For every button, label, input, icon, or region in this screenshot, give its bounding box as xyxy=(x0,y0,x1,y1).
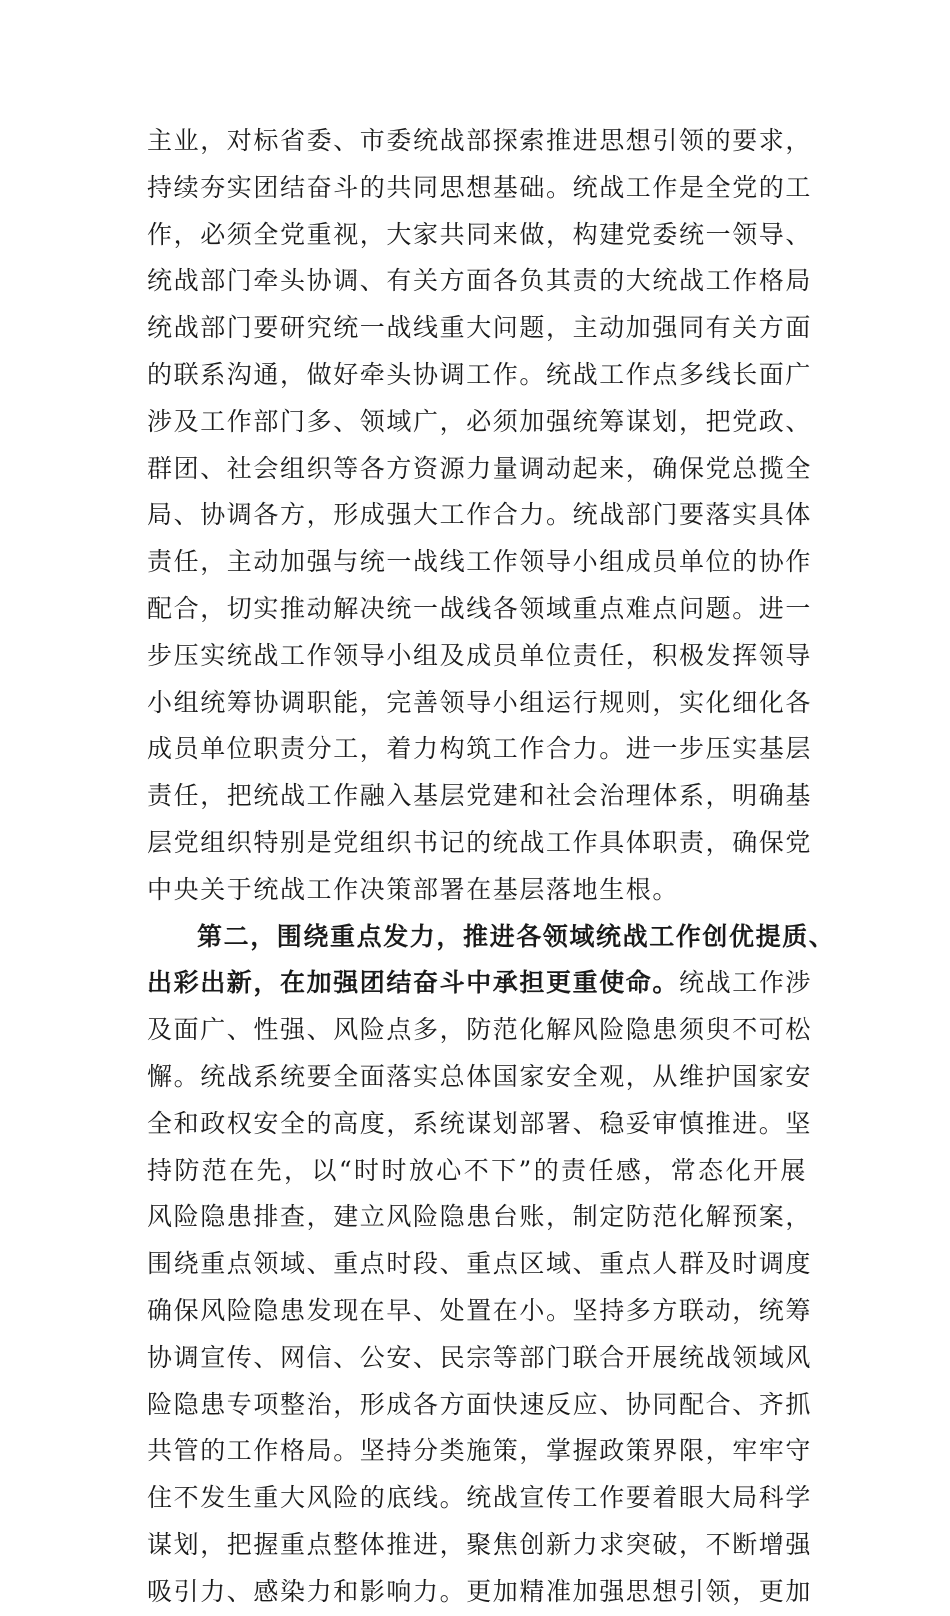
text-line: 协调宣传、网信、公安、民宗等部门联合开展统战领域风 xyxy=(147,1342,813,1372)
text-line: 作，必须全党重视，大家共同来做，构建党委统一领导、 xyxy=(147,219,813,249)
text-line: 责任，把统战工作融入基层党建和社会治理体系，明确基 xyxy=(147,781,813,811)
text-line: 层党组织特别是党组织书记的统战工作具体职责，确保党 xyxy=(147,827,813,857)
text-line: 及面广、性强、风险点多，防范化解风险隐患须臾不可松 xyxy=(147,1015,813,1045)
text-line: 小组统筹协调职能，完善领导小组运行规则，实化细化各 xyxy=(147,687,813,717)
text-line: 吸引力、感染力和影响力。更加精准加强思想引领，更加 xyxy=(147,1576,813,1606)
text-line: 配合，切实推动解决统一战线各领域重点难点问题。进一 xyxy=(147,593,813,623)
text-line: 确保风险隐患发现在早、处置在小。坚持多方联动，统筹 xyxy=(147,1295,813,1325)
line-text: 统战工作涉 xyxy=(679,968,813,998)
text-line: 局、协调各方，形成强大工作合力。统战部门要落实具体 xyxy=(147,500,813,530)
text-line: 懈。统战系统要全面落实总体国家安全观，从维护国家安 xyxy=(147,1061,813,1091)
text-line-heading xyxy=(147,960,813,1007)
text-line: 全和政权安全的高度，系统谋划部署、稳妥审慎推进。坚 xyxy=(147,1108,813,1138)
text-line: 的联系沟通，做好牵头协调工作。统战工作点多线长面广 xyxy=(147,359,813,389)
text-line: 统战部门要研究统一战线重大问题，主动加强同有关方面 xyxy=(147,313,813,343)
text-line: 中央关于统战工作决策部署在基层落地生根。 xyxy=(147,874,680,904)
text-line: 涉及工作部门多、领域广，必须加强统筹谋划，把党政、 xyxy=(147,406,813,436)
text-line: 持防范在先，以“时时放心不下”的责任感，常态化开展 xyxy=(147,1155,807,1185)
text-line-heading xyxy=(147,914,836,961)
text-line: 住不发生重大风险的底线。统战宣传工作要着眼大局科学 xyxy=(147,1483,813,1513)
text-line: 群团、社会组织等各方资源力量调动起来，确保党总揽全 xyxy=(147,453,813,483)
text-line: 主业，对标省委、市委统战部探索推进思想引领的要求， xyxy=(147,126,813,155)
text-line: 统战部门牵头协调、有关方面各负其责的大统战工作格局 xyxy=(147,266,813,296)
text-line: 责任，主动加强与统一战线工作领导小组成员单位的协作 xyxy=(147,547,813,577)
text-line: 围绕重点领域、重点时段、重点区域、重点人群及时调度 xyxy=(147,1249,813,1279)
paragraph-1 xyxy=(147,118,813,914)
text-line: 持续夯实团结奋斗的共同思想基础。统战工作是全党的工 xyxy=(147,172,813,202)
document-body xyxy=(147,118,836,1616)
text-line: 风险隐患排查，建立风险隐患台账，制定防范化解预案， xyxy=(147,1202,813,1232)
bold-heading-text: 出彩出新，在加强团结奋斗中承担更重使命。 xyxy=(147,968,680,998)
bold-heading-text: 第二，围绕重点发力，推进各领域统战工作创优提质、 xyxy=(197,921,836,951)
text-line: 险隐患专项整治，形成各方面快速反应、协同配合、齐抓 xyxy=(147,1389,813,1419)
text-line: 成员单位职责分工，着力构筑工作合力。进一步压实基层 xyxy=(147,734,813,764)
text-line: 步压实统战工作领导小组及成员单位责任，积极发挥领导 xyxy=(147,640,813,670)
text-line: 谋划，把握重点整体推进，聚焦创新力求突破，不断增强 xyxy=(147,1529,813,1559)
paragraph-2 xyxy=(147,914,836,1616)
text-line: 共管的工作格局。坚持分类施策，掌握政策界限，牢牢守 xyxy=(147,1436,813,1466)
